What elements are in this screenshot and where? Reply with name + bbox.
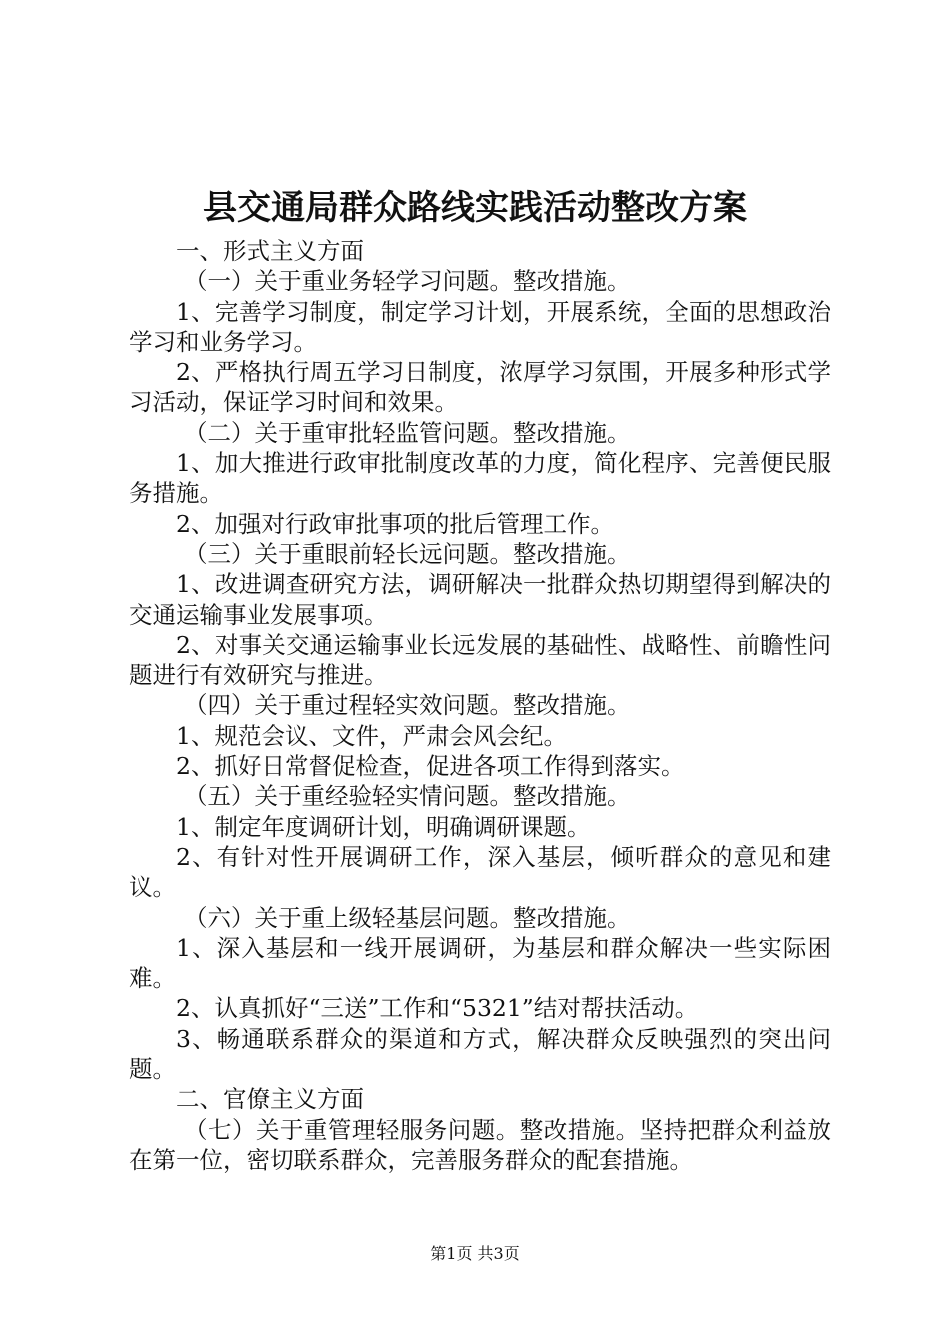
document-body	[129, 236, 831, 1175]
measure-item: 1、改进调查研究方法，调研解决一批群众热切期望得到解决的交通运输事业发展事项。	[129, 570, 831, 629]
measure-item: 2、抓好日常督促检查，促进各项工作得到落实。	[176, 752, 685, 781]
measure-item: 2、认真抓好“三送”工作和“5321”结对帮扶活动。	[176, 994, 699, 1023]
document-title: 县交通局群众路线实践活动整改方案	[203, 188, 747, 228]
measure-item: 1、规范会议、文件，严肃会风会纪。	[176, 721, 567, 750]
measure-item: 1、制定年度调研计划，明确调研课题。	[176, 812, 591, 841]
page-number-footer: 第1页 共3页	[430, 1244, 520, 1263]
section-heading: 一、形式主义方面	[176, 237, 364, 265]
measure-item: 1、加大推进行政审批制度改革的力度，简化程序、完善便民服务措施。	[129, 449, 831, 508]
subsection-heading: （三）关于重眼前轻长远问题。整改措施。	[184, 539, 631, 568]
measure-item: 2、严格执行周五学习日制度，浓厚学习氛围，开展多种形式学习活动，保证学习时间和效果。	[129, 358, 831, 417]
measure-item: 2、对事关交通运输事业长远发展的基础性、战略性、前瞻性问题进行有效研究与推进。	[129, 630, 831, 690]
subsection-heading: （七）关于重管理轻服务问题。整改措施。坚持把群众利益放在第一位，密切联系群众，完善服务群众的配套措施。	[129, 1115, 831, 1174]
subsection-heading: （五）关于重经验轻实情问题。整改措施。	[184, 782, 631, 811]
subsection-heading: （一）关于重业务轻学习问题。整改措施。	[184, 267, 631, 296]
subsection-heading: （六）关于重上级轻基层问题。整改措施。	[184, 903, 631, 932]
measure-item: 2、加强对行政审批事项的批后管理工作。	[176, 509, 614, 538]
measure-item: 2、有针对性开展调研工作，深入基层，倾听群众的意见和建议。	[129, 842, 831, 902]
measure-item: 1、完善学习制度，制定学习计划，开展系统，全面的思想政治学习和业务学习。	[129, 297, 831, 356]
measure-item: 1、深入基层和一线开展调研，为基层和群众解决一些实际困难。	[129, 933, 831, 993]
subsection-heading: （二）关于重审批轻监管问题。整改措施。	[184, 418, 631, 447]
subsection-heading: （四）关于重过程轻实效问题。整改措施。	[184, 691, 631, 720]
measure-item: 3、畅通联系群众的渠道和方式，解决群众反映强烈的突出问题。	[129, 1024, 831, 1084]
section-heading: 二、官僚主义方面	[176, 1085, 364, 1114]
